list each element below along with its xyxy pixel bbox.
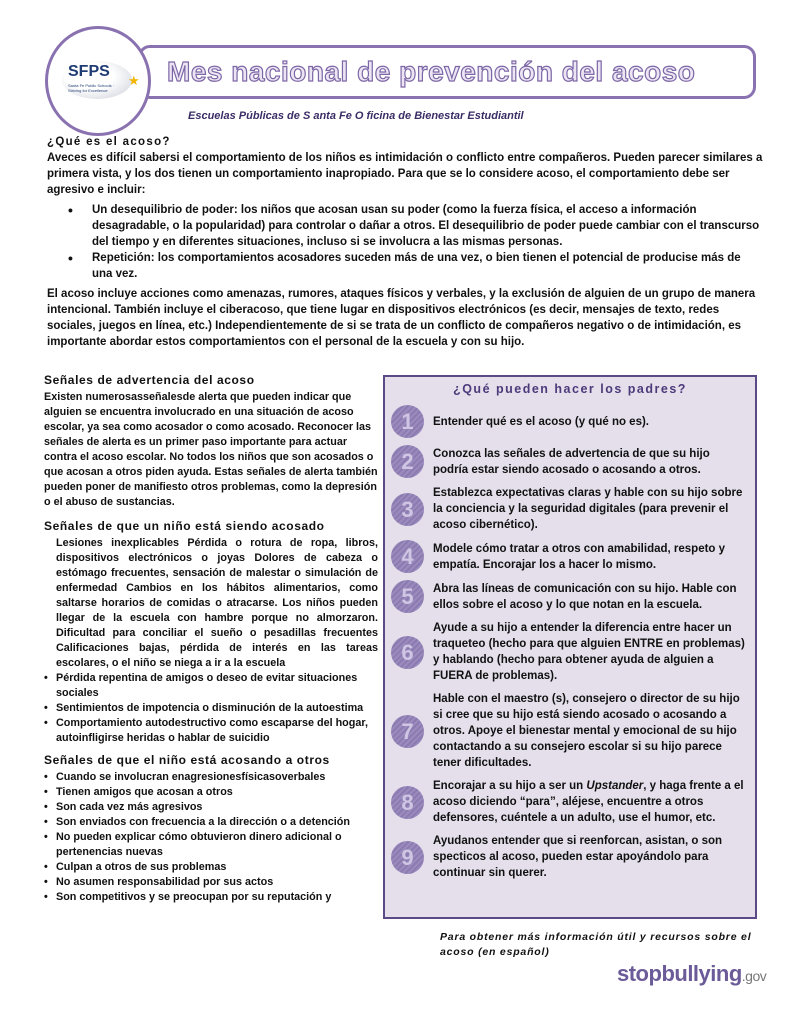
step-number-badge: 3 xyxy=(391,493,424,526)
step-row xyxy=(391,620,745,684)
intro-section xyxy=(47,134,767,350)
step-text xyxy=(433,778,745,826)
step-text: Conozca las señales de advertencia de que su hijo podría estar siendo acosado o acosando a otros. xyxy=(433,447,710,476)
subtitle: Escuelas Públicas de S anta Fe O ficina de Bienestar Estudiantil xyxy=(188,110,524,122)
step-number-badge: 9 xyxy=(391,841,424,874)
list-item: • Cuando se involucran enagresionesfísicasoverbales xyxy=(44,770,378,785)
stopbullying-link[interactable] xyxy=(617,962,766,988)
step-text-part: , y haga frente a el acoso diciendo “para”, aléjese, encuentre a otros defensores, cuéntele a un adulto, use el humor, etc. xyxy=(433,780,744,824)
bullet-text: Un desequilibrio de poder: los niños que acosan usan su poder (como la fuerza física, el acceso a información desagradable, o la popularidad) para controlar o dañar a otros. El desequilibrio de poder puede cambiar con el transcurso del tiempo y en diferentes situaciones, incluso si se involucra a las mismas personas. xyxy=(92,204,760,248)
step-row xyxy=(391,580,745,613)
step-number-badge: 5 xyxy=(391,580,424,613)
step-number-badge: 8 xyxy=(391,786,424,819)
parents-panel xyxy=(383,375,757,919)
sfps-logo xyxy=(45,26,151,136)
list-item: • No pueden explicar cómo obtuvieron dinero adicional o pertenencias nuevas xyxy=(44,830,378,860)
left-column xyxy=(44,372,378,905)
victim-signs-list xyxy=(44,671,378,746)
step-number-badge: 6 xyxy=(391,636,424,669)
list-item: • Tienen amigos que acosan a otros xyxy=(44,785,378,800)
step-text: Modele cómo tratar a otros con amabilidad, respeto y empatía. Encorajar los a hacer lo mismo. xyxy=(433,542,726,571)
step-row xyxy=(391,833,745,881)
victim-signs-paragraph: Lesiones inexplicables Pérdida o rotura de ropa, libros, dispositivos electrónicos o joyas Dolores de cabeza o estómago frecuentes, sensación de malestar o simulación de enfermedad Cambios en los hábitos alimentarios, como saltarse horarios de comidas o atracarse. Los niños pueden llegar de la escuela con hambre porque no almorzaron. Dificultad para conciliar el sueño o pesadillas frecuentes Calificaciones bajas, pérdida de interés en las tareas escolares, o el niño se niega a ir a la escuela xyxy=(56,537,378,669)
step-number-badge: 1 xyxy=(391,405,424,438)
bully-heading: Señales de que el niño está acosando a otros xyxy=(44,753,330,767)
step-row xyxy=(391,691,745,771)
bullet-icon: • xyxy=(68,250,73,266)
bullet-text: Repetición: los comportamientos acosadores suceden más de una vez, o bien tienen el potencial de producise más de una vez. xyxy=(92,252,741,280)
step-text: Establezca expectativas claras y hable con su hijo sobre la conciencia y la seguridad digitales (para prevenir el acoso cibernético). xyxy=(433,487,743,531)
logo-subtext: Santa Fe Public Schools · Striving for Excellence xyxy=(68,83,115,93)
step-row xyxy=(391,445,745,478)
step-number-badge: 7 xyxy=(391,715,424,748)
parents-heading: ¿Qué pueden hacer los padres? xyxy=(453,382,687,396)
step-text: Ayude a su hijo a entender la diferencia entre hacer un traqueteo (hecho para que alguien ENTRE en problemas) y hablando (hecho para obtener ayuda de alguien a FUERA de problemas). xyxy=(433,622,745,682)
list-item: • Son competitivos y se preocupan por su reputación y xyxy=(44,890,378,905)
list-item: • Sentimientos de impotencia o disminución de la autoestima xyxy=(44,701,378,716)
step-text-part: Encorajar a su hijo a ser un xyxy=(433,780,587,792)
bullet-icon: • xyxy=(68,202,73,218)
star-icon: ★ xyxy=(128,73,140,88)
list-item: • Culpan a otros de sus problemas xyxy=(44,860,378,875)
warning-paragraph: Existen numerosasseñalesde alerta que pueden indicar que alguien se encuentra involucrado en una situación de acoso escolar, ya sea como acosador o como acosado. Reconocer las señales de alerta es un primer paso importante para actuar contra el acoso escolar. No todos los niños que son acosados o que acosan a otros piden ayuda. Estas señales de alerta también pueden poner de manifiesto otros problemas, como la depresión o el abuso de sustancias. xyxy=(44,391,378,508)
list-item: • Son enviados con frecuencia a la dirección o a detención xyxy=(44,815,378,830)
step-row xyxy=(391,778,745,826)
link-main: stopbullying xyxy=(617,961,742,986)
list-item: • Pérdida repentina de amigos o deseo de evitar situaciones sociales xyxy=(44,671,378,701)
page-title: Mes nacional de prevención del acoso xyxy=(167,56,696,87)
intro-heading: ¿Qué es el acoso? xyxy=(47,136,171,148)
step-text: Abra las líneas de comunicación con su hijo. Hable con ellos sobre el acoso y lo que notan en la escuela. xyxy=(433,582,737,611)
step-number-badge: 4 xyxy=(391,540,424,573)
step-row xyxy=(391,540,745,573)
intro-bullet xyxy=(68,250,762,282)
list-item: • Comportamiento autodestructivo como escaparse del hogar, autoinfligirse heridas o hablar de suicidio xyxy=(44,716,378,746)
logo-text: SFPS xyxy=(68,63,110,80)
intro-paragraph: Aveces es difícil sabersi el comportamiento de los niños es intimidación o conflicto entre compañeros. Pueden parecer similares a primera vista, y los dos tienen un comportamiento inapropiado. Para que se lo considere acoso, el comportamiento debe ser agresivo e incluir: xyxy=(47,152,763,196)
list-item: • Son cada vez más agresivos xyxy=(44,800,378,815)
bully-signs-list xyxy=(44,770,378,905)
list-item: • No asumen responsabilidad por sus actos xyxy=(44,875,378,890)
victim-heading: Señales de que un niño está siendo acosado xyxy=(44,519,325,533)
footer-text: Para obtener más información útil y recursos sobre el acoso (en español) xyxy=(440,931,752,958)
link-suffix: .gov xyxy=(741,968,767,984)
upstander-term: Upstander xyxy=(586,780,644,792)
warning-heading: Señales de advertencia del acoso xyxy=(44,373,255,387)
intro-closing: El acoso incluye acciones como amenazas, rumores, ataques físicos y verbales, y la exclusión de alguien de un grupo de manera intencional. También incluye el ciberacoso, que tiene lugar en dispositivos electrónicos (es decir, mensajes de texto, redes sociales, juegos en línea, etc.) Independientemente de si se trata de un conflicto de compañeros negativo o de intimidación, es importante abordar estos comportamientos con el personal de la escuela y con su hijo. xyxy=(47,288,756,348)
step-row xyxy=(391,405,745,438)
intro-bullet xyxy=(68,202,762,250)
step-text: Hable con el maestro (s), consejero o director de su hijo si cree que su hijo está siendo acosado o acosando a otros. Apoye el bienestar mental y emocional de su hijo contactando a su consejero escolar si su hijo parece tener dificultades. xyxy=(433,693,740,769)
step-text: Entender qué es el acoso (y qué no es). xyxy=(433,415,650,428)
step-text: Ayudanos entender que si reenforcan, asistan, o son specticos al acoso, pueden estar apoyándolo para continuar sin querer. xyxy=(433,835,723,879)
title-banner xyxy=(138,45,756,99)
step-row xyxy=(391,485,745,533)
step-number-badge: 2 xyxy=(391,445,424,478)
